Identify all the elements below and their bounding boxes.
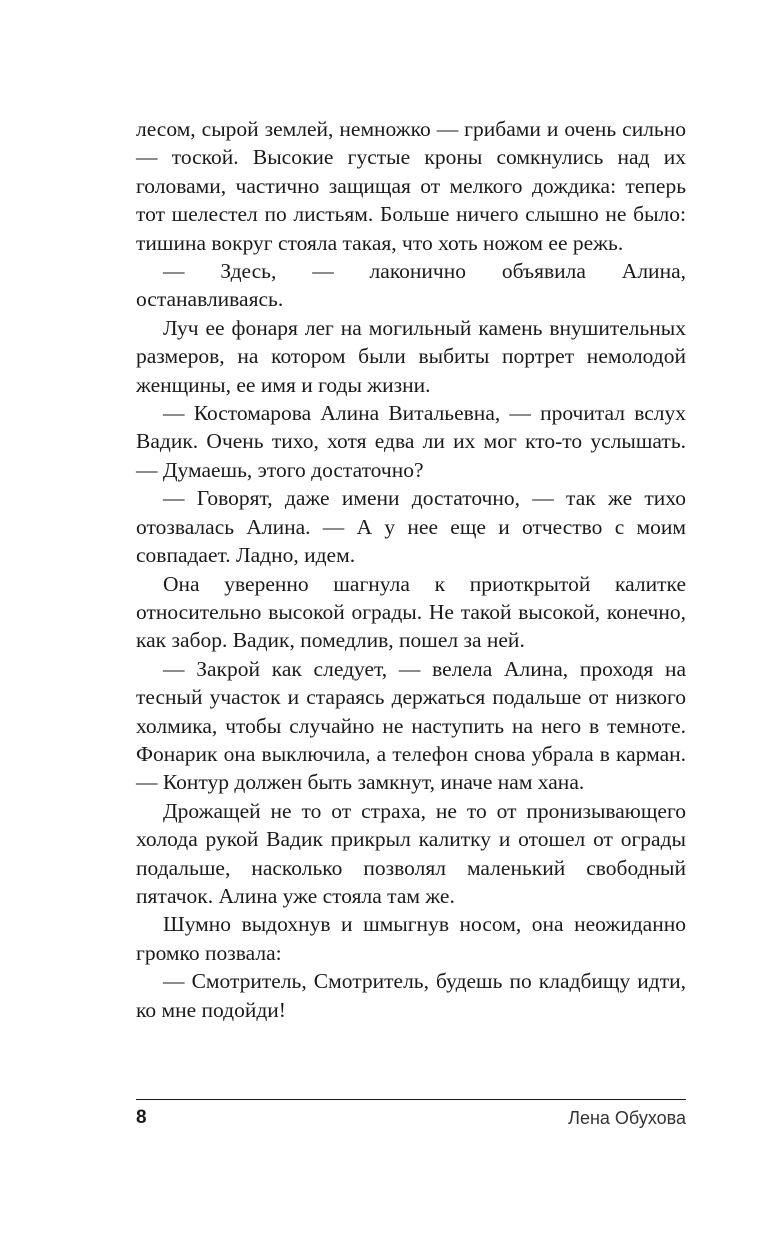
paragraph: — Костомарова Алина Витальевна, — прочитал вслух Вадик. Очень тихо, хотя едва ли их мог кто-то услышать. — Думаешь, этого достаточно? [136, 401, 686, 482]
paragraph: Она уверенно шагнула к приоткрытой калитке относительно высокой ограды. Не такой высокой, конечно, как забор. Вадик, помедлив, пошел за ней. [136, 571, 686, 653]
paragraph: Шумно выдохнув и шмыгнув носом, она неожиданно громко позвала: [136, 912, 686, 965]
paragraph: — Здесь, — лаконично объявила Алина, останавливаясь. [136, 259, 686, 312]
footer-rule [136, 1099, 686, 1100]
paragraph: Луч ее фонаря лег на могильный камень внушительных размеров, на котором были выбиты портрет немолодой женщины, ее имя и годы жизни. [136, 315, 686, 397]
paragraph: — Закрой как следует, — велела Алина, проходя на тесный участок и стараясь держаться подальше от низкого холмика, чтобы случайно не наступить на него в темноте. Фонарик она выключила, а телефон снова убрала в карман. — Контур должен быть замкнут, иначе нам хана. [136, 656, 686, 795]
running-footer-author: Лена Обухова [568, 1108, 686, 1128]
page-number: 8 [136, 1107, 147, 1128]
paragraph: — Говорят, даже имени достаточно, — так же тихо отозвалась Алина. — А у нее еще и отчество с моим совпадает. Ладно, идем. [136, 486, 686, 568]
paragraph: Дрожащей не то от страха, не то от пронизывающего холода рукой Вадик прикрыл калитку и отошел от ограды подальше, насколько позволял маленький свободный пятачок. Алина уже стояла там же. [136, 798, 686, 908]
paragraph-continued: лесом, сырой землей, немножко — грибами и очень сильно — тоской. Высокие густые кроны сомкнулись над их головами, частично защищая от мелкого дождика: теперь тот шелестел по листьям. Больше ничего слышно не было: тишина вокруг стояла такая, что хоть ножом ее режь. [136, 117, 686, 255]
body-text [136, 115, 686, 1024]
paragraph: — Смотритель, Смотритель, будешь по кладбищу идти, ко мне подойди! [136, 969, 686, 1022]
